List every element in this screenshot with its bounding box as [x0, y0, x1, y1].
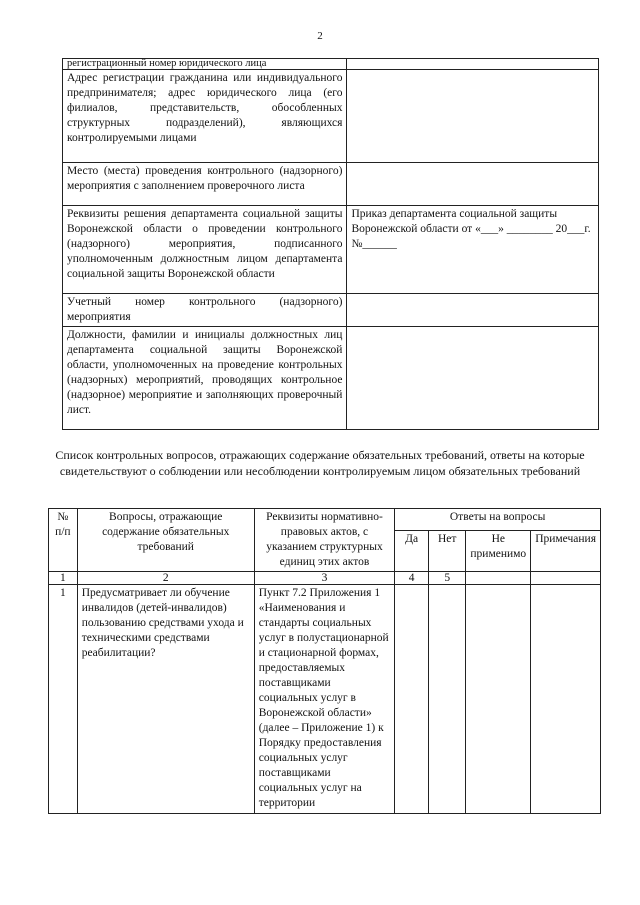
info-label: Должности, фамилии и инициалы должностных лиц департамента социальной защиты Воронежской области, уполномоченных на проведение контрольных (надзорных) мероприятий, проводящих контрольное (надзорное) мероприятие и заполняющих проверочный лист.: [63, 327, 347, 430]
answer-note-cell[interactable]: [531, 585, 601, 814]
column-number: [531, 572, 601, 585]
column-number: [466, 572, 531, 585]
column-number: 4: [395, 572, 429, 585]
header-requisites: Реквизиты нормативно-правовых актов, с указанием структурных единиц этих актов: [254, 509, 394, 572]
header-no: Нет: [429, 531, 466, 572]
answer-no-cell[interactable]: [429, 585, 466, 814]
info-label: Учетный номер контрольного (надзорного) мероприятия: [63, 294, 347, 327]
section-heading: Список контрольных вопросов, отражающих содержание обязательных требований, ответы на которые свидетельствуют о соблюдении или несоблюдении контролируемым лицом обязательных требований: [55, 448, 585, 478]
info-label: Место (места) проведения контрольного (надзорного) мероприятия с заполнением проверочного листа: [63, 163, 347, 206]
inspection-info-table: [62, 58, 599, 430]
info-value: [347, 163, 599, 206]
header-yes: Да: [395, 531, 429, 572]
answer-not-applicable-cell[interactable]: [466, 585, 531, 814]
table-row: [49, 585, 601, 814]
info-label: регистрационный номер юридического лица: [63, 59, 347, 70]
header-answers: Ответы на вопросы: [395, 509, 601, 531]
column-number: 2: [77, 572, 254, 585]
table-row: [63, 163, 599, 206]
info-value: [347, 294, 599, 327]
checklist-questions-table: [48, 508, 601, 814]
table-row: [63, 327, 599, 430]
page-number: 2: [317, 30, 323, 42]
table-row: [63, 294, 599, 327]
column-number: 3: [254, 572, 394, 585]
question-num: 1: [49, 585, 78, 814]
header-num: № п/п: [49, 509, 78, 572]
table-row: [63, 206, 599, 294]
column-number-row: [49, 572, 601, 585]
column-number: 1: [49, 572, 78, 585]
question-requisites: Пункт 7.2 Приложения 1 «Наименования и стандарты социальных услуг в полустационарной и стационарной формах, предоставляемых поставщиками социальных услуг в Воронежской области» (далее – Приложение 1) к Порядку предоставления социальных услуг поставщиками социальных услуг на территории: [254, 585, 394, 814]
header-note: Примечания: [531, 531, 601, 572]
info-label: Адрес регистрации гражданина или индивидуального предпринимателя; адрес юридического лица (его филиалов, представительств, обособленных структурных подразделений), являющихся контролируемыми лицами: [63, 70, 347, 163]
answer-yes-cell[interactable]: [395, 585, 429, 814]
question-text: Предусматривает ли обучение инвалидов (детей-инвалидов) пользованию средствами ухода и техническими средствами реабилитации?: [77, 585, 254, 814]
info-value: [347, 327, 599, 430]
header-not-applicable: Не применимо: [466, 531, 531, 572]
table-header-row: [49, 509, 601, 531]
table-row: [63, 70, 599, 163]
header-question: Вопросы, отражающие содержание обязательных требований: [77, 509, 254, 572]
info-value: Приказ департамента социальной защиты Воронежской области от «___» ________ 20___г. №______: [347, 206, 599, 294]
info-value: [347, 70, 599, 163]
table-row: [63, 59, 599, 70]
column-number: 5: [429, 572, 466, 585]
info-label: Реквизиты решения департамента социальной защиты Воронежской области о проведении контрольного (надзорного) мероприятия, подписанного уполномоченным должностным лицом департамента социальной защиты Воронежской области: [63, 206, 347, 294]
info-value: [347, 59, 599, 70]
